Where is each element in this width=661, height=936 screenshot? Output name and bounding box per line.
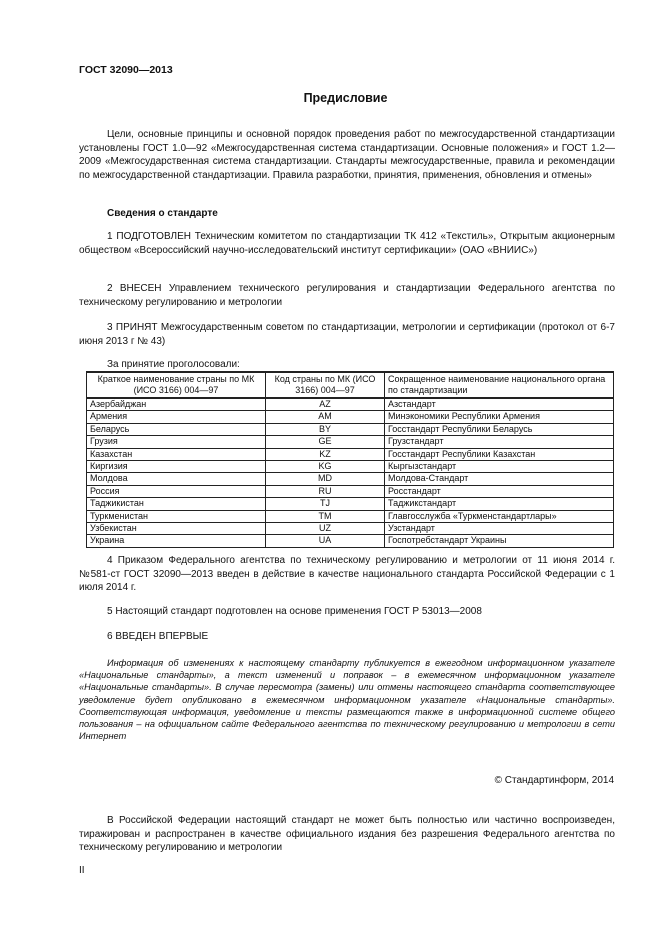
countries-table xyxy=(86,371,614,548)
notice-paragraph: Информация об изменениях к настоящему стандарту публикуется в ежегодном информационном указателе «Национальные стандарты», а текст изменений и поправок – в ежемесячном информационном указателе «Национальные стандарты». В случае пересмотра (замены) или отмены настоящего стандарта соответствующее уведомление будет опубликовано в ежемесячном информационном указателе «Национальные стандарты». Соответствующая информация, уведомление и тексты размещаются также в информационной системе общего пользования – на официальном сайте Федерального агентства по техническому регулированию и метрологии в сети Интернет xyxy=(79,658,615,742)
standards-body: Минэкономики Республики Армения xyxy=(385,411,614,423)
country-code: KZ xyxy=(266,448,385,460)
restriction-paragraph: В Российской Федерации настоящий стандарт не может быть полностью или частично воспроизведен, тиражирован и распространен в качестве официального издания без разрешения Федерального агентства по техническому регулированию и метрологии xyxy=(79,815,615,854)
country-name: Грузия xyxy=(87,436,266,448)
country-code: RU xyxy=(266,485,385,497)
table-row xyxy=(87,461,614,473)
table-header-row xyxy=(87,372,614,398)
item-1-paragraph: 1 ПОДГОТОВЛЕН Техническим комитетом по стандартизации ТК 412 «Текстиль», Открытым акционерным обществом «Всероссийский научно-исследовательский институт сертификации» (ОАО «ВНИИС») xyxy=(79,231,615,256)
intro-paragraph: Цели, основные принципы и основной порядок проведения работ по межгосударственной стандартизации установлены ГОСТ 1.0—92 «Межгосударственная система стандартизации. Основные положения» и ГОСТ 1.2—2009 «Межгосударственная система стандартизации. Стандарты межгосударственные, правила и рекомендации по межгосударственной стандартизации. Правила разработки, принятия, применения, обновления и отмены» xyxy=(79,129,615,181)
country-name: Казахстан xyxy=(87,448,266,460)
country-name: Россия xyxy=(87,485,266,497)
table-row xyxy=(87,485,614,497)
country-code: TJ xyxy=(266,498,385,510)
table-row xyxy=(87,510,614,522)
standards-body: Таджикстандарт xyxy=(385,498,614,510)
country-name: Украина xyxy=(87,535,266,547)
country-name: Армения xyxy=(87,411,266,423)
table-row xyxy=(87,436,614,448)
table-row xyxy=(87,523,614,535)
standards-body: Азстандарт xyxy=(385,398,614,411)
header-code: Код страны по МК (ИСО 3166) 004—97 xyxy=(266,372,385,398)
country-name: Туркменистан xyxy=(87,510,266,522)
country-code: AM xyxy=(266,411,385,423)
table-row xyxy=(87,398,614,411)
page-number: II xyxy=(79,865,85,876)
table-row xyxy=(87,498,614,510)
table-row xyxy=(87,473,614,485)
country-name: Киргизия xyxy=(87,461,266,473)
country-name: Азербайджан xyxy=(87,398,266,411)
table-row xyxy=(87,423,614,435)
country-code: AZ xyxy=(266,398,385,411)
country-code: UA xyxy=(266,535,385,547)
standards-body: Росстандарт xyxy=(385,485,614,497)
standards-body: Главгосслужба «Туркменстандартлары» xyxy=(385,510,614,522)
item-5-paragraph: 5 Настоящий стандарт подготовлен на основе применения ГОСТ Р 53013—2008 xyxy=(107,606,482,617)
table-row xyxy=(87,448,614,460)
country-code: TM xyxy=(266,510,385,522)
header-body: Сокращенное наименование национального органа по стандартизации xyxy=(385,372,614,398)
country-code: MD xyxy=(266,473,385,485)
country-name: Узбекистан xyxy=(87,523,266,535)
copyright: © Стандартинформ, 2014 xyxy=(494,775,614,786)
item-2-paragraph: 2 ВНЕСЕН Управлением технического регулирования и стандартизации Федерального агентства по техническому регулированию и метрологии xyxy=(79,283,615,308)
header-country: Краткое наименование страны по МК (ИСО 3166) 004—97 xyxy=(87,372,266,398)
country-code: BY xyxy=(266,423,385,435)
item-3-paragraph: 3 ПРИНЯТ Межгосударственным советом по стандартизации, метрологии и сертификации (протокол от 6-7 июня 2013 г № 43) xyxy=(79,322,615,347)
document-code: ГОСТ 32090—2013 xyxy=(79,64,173,76)
item-6-paragraph: 6 ВВЕДЕН ВПЕРВЫЕ xyxy=(107,631,209,642)
standards-body: Кыргызстандарт xyxy=(385,461,614,473)
voted-label: За принятие проголосовали: xyxy=(107,359,240,370)
section-title: Сведения о стандарте xyxy=(107,208,218,219)
country-name: Беларусь xyxy=(87,423,266,435)
standards-body: Госстандарт Республики Беларусь xyxy=(385,423,614,435)
standards-body: Госстандарт Республики Казахстан xyxy=(385,448,614,460)
standards-body: Узстандарт xyxy=(385,523,614,535)
country-name: Молдова xyxy=(87,473,266,485)
country-code: KG xyxy=(266,461,385,473)
standards-body: Молдова-Стандарт xyxy=(385,473,614,485)
page-title: Предисловие xyxy=(303,91,388,105)
table-row xyxy=(87,411,614,423)
standards-body: Госпотребстандарт Украины xyxy=(385,535,614,547)
country-name: Таджикистан xyxy=(87,498,266,510)
country-code: UZ xyxy=(266,523,385,535)
item-4-paragraph: 4 Приказом Федерального агентства по техническому регулированию и метрологии от 11 июня 2014 г. №581-ст ГОСТ 32090—2013 введен в действие в качестве национального стандарта Российской Федерации с 1 июля 2014 г. xyxy=(79,555,615,594)
table-row xyxy=(87,535,614,547)
standards-body: Грузстандарт xyxy=(385,436,614,448)
country-code: GE xyxy=(266,436,385,448)
